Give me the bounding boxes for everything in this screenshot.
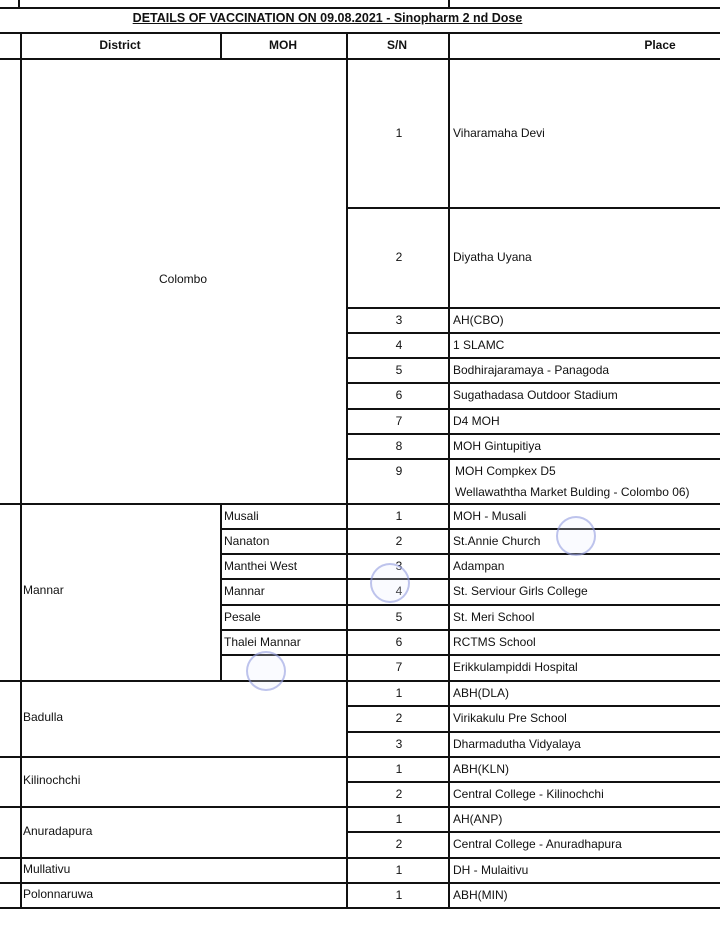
- highlight-circle-mark: [246, 651, 286, 691]
- column-header-sn: S/N: [386, 38, 407, 52]
- serial-number: 1: [395, 862, 403, 877]
- serial-number: 1: [395, 685, 403, 700]
- table-rule-horizontal: [346, 382, 720, 384]
- place-name: Central College - Kilinochchi: [453, 786, 604, 801]
- place-name: Wellawaththa Market Bulding - Colombo 06): [455, 484, 690, 499]
- serial-number: 2: [395, 711, 403, 725]
- district-name: Kilinochchi: [23, 773, 81, 787]
- table-rule-vertical: [20, 58, 22, 907]
- column-header-place: Place: [644, 38, 676, 52]
- serial-number: 7: [395, 660, 403, 674]
- table-rule-horizontal: [0, 32, 720, 34]
- serial-number: 2: [395, 533, 403, 548]
- table-rule-horizontal: [0, 882, 720, 884]
- table-rule-horizontal: [346, 705, 720, 707]
- place-name: Dharmadutha Vidyalaya: [453, 736, 581, 751]
- table-rule-horizontal: [346, 332, 720, 334]
- serial-number: 1: [395, 887, 403, 902]
- table-rule-horizontal: [0, 756, 720, 758]
- moh-name: Mannar: [224, 584, 265, 598]
- place-name: Adampan: [453, 558, 505, 573]
- place-name: Diyatha Uyana: [453, 250, 532, 264]
- table-rule-vertical: [448, 0, 450, 7]
- district-name: Mannar: [23, 583, 64, 597]
- place-name: Central College - Anuradhapura: [453, 837, 622, 851]
- place-name: D4 MOH: [453, 413, 500, 428]
- table-rule-horizontal: [220, 528, 720, 530]
- column-header-moh: MOH: [269, 38, 297, 52]
- table-rule-vertical: [448, 32, 450, 58]
- serial-number: 1: [395, 125, 403, 140]
- place-name: St.Annie Church: [453, 533, 541, 548]
- place-name: MOH - Musali: [453, 508, 527, 523]
- place-name: MOH Gintupitiya: [453, 438, 542, 453]
- table-rule-horizontal: [346, 781, 720, 783]
- serial-number: 8: [395, 438, 403, 453]
- table-rule-vertical: [346, 58, 348, 907]
- moh-name: Thalei Mannar: [224, 634, 301, 649]
- place-name: AH(ANP): [453, 811, 503, 826]
- table-rule-horizontal: [0, 907, 720, 909]
- serial-number: 5: [395, 609, 403, 624]
- serial-number: 1: [395, 508, 403, 523]
- serial-number: 1: [395, 761, 403, 776]
- district-name: Anuradapura: [23, 824, 93, 838]
- serial-number: 3: [395, 558, 403, 573]
- table-rule-horizontal: [220, 654, 720, 656]
- serial-number: 9: [395, 463, 403, 478]
- district-name: Colombo: [158, 272, 208, 286]
- table-rule-horizontal: [346, 357, 720, 359]
- serial-number: 2: [395, 250, 403, 264]
- table-rule-horizontal: [0, 857, 720, 859]
- place-name: 1 SLAMC: [453, 337, 505, 352]
- place-name: Bodhirajaramaya - Panagoda: [453, 362, 610, 377]
- place-name: ABH(MIN): [453, 887, 508, 902]
- table-rule-horizontal: [346, 831, 720, 833]
- table-rule-horizontal: [0, 806, 720, 808]
- serial-number: 5: [395, 362, 403, 377]
- place-name: St. Meri School: [453, 609, 535, 624]
- table-rule-horizontal: [346, 408, 720, 410]
- highlight-circle-mark: [370, 563, 410, 603]
- place-name: St. Serviour Girls College: [453, 584, 588, 598]
- table-rule-horizontal: [0, 680, 720, 682]
- place-name: AH(CBO): [453, 312, 504, 327]
- serial-number: 4: [395, 337, 403, 352]
- place-name: DH - Mulaitivu: [453, 862, 529, 877]
- moh-name: Musali: [224, 508, 259, 523]
- table-rule-horizontal: [346, 731, 720, 733]
- serial-number: 4: [395, 584, 403, 598]
- table-rule-horizontal: [346, 307, 720, 309]
- moh-name: Pesale: [224, 609, 261, 624]
- moh-name: Manthei West: [224, 558, 298, 573]
- table-rule-horizontal: [0, 7, 720, 9]
- serial-number: 1: [395, 811, 403, 826]
- place-name: ABH(DLA): [453, 685, 510, 700]
- table-rule-horizontal: [220, 629, 720, 631]
- serial-number: 6: [395, 634, 403, 649]
- table-rule-horizontal: [220, 604, 720, 606]
- column-header-district: District: [99, 38, 141, 52]
- moh-name: Nanaton: [224, 533, 270, 548]
- table-rule-horizontal: [220, 578, 720, 580]
- document-title: DETAILS OF VACCINATION ON 09.08.2021 - Sinopharm 2 nd Dose: [132, 11, 523, 25]
- serial-number: 2: [395, 837, 403, 851]
- place-name: MOH Compkex D5: [455, 463, 556, 478]
- serial-number: 3: [395, 312, 403, 327]
- place-name: RCTMS School: [453, 634, 536, 649]
- district-name: Polonnaruwa: [23, 887, 94, 901]
- district-name: Mullativu: [23, 862, 71, 876]
- place-name: Virikakulu Pre School: [453, 711, 567, 725]
- place-name: Sugathadasa Outdoor Stadium: [453, 388, 618, 402]
- highlight-circle-mark: [556, 516, 596, 556]
- table-rule-vertical: [18, 0, 20, 7]
- place-name: Viharamaha Devi: [453, 125, 545, 140]
- table-rule-horizontal: [220, 553, 720, 555]
- serial-number: 2: [395, 786, 403, 801]
- place-name: ABH(KLN): [453, 761, 510, 776]
- serial-number: 3: [395, 736, 403, 751]
- table-rule-horizontal: [346, 207, 720, 209]
- serial-number: 6: [395, 388, 403, 402]
- place-name: Erikkulampiddi Hospital: [453, 660, 578, 674]
- serial-number: 7: [395, 413, 403, 428]
- table-rule-horizontal: [0, 503, 720, 505]
- table-rule-horizontal: [346, 433, 720, 435]
- table-rule-horizontal: [0, 58, 720, 60]
- district-name: Badulla: [23, 710, 64, 724]
- table-rule-horizontal: [346, 458, 720, 460]
- table-rule-vertical: [448, 58, 450, 907]
